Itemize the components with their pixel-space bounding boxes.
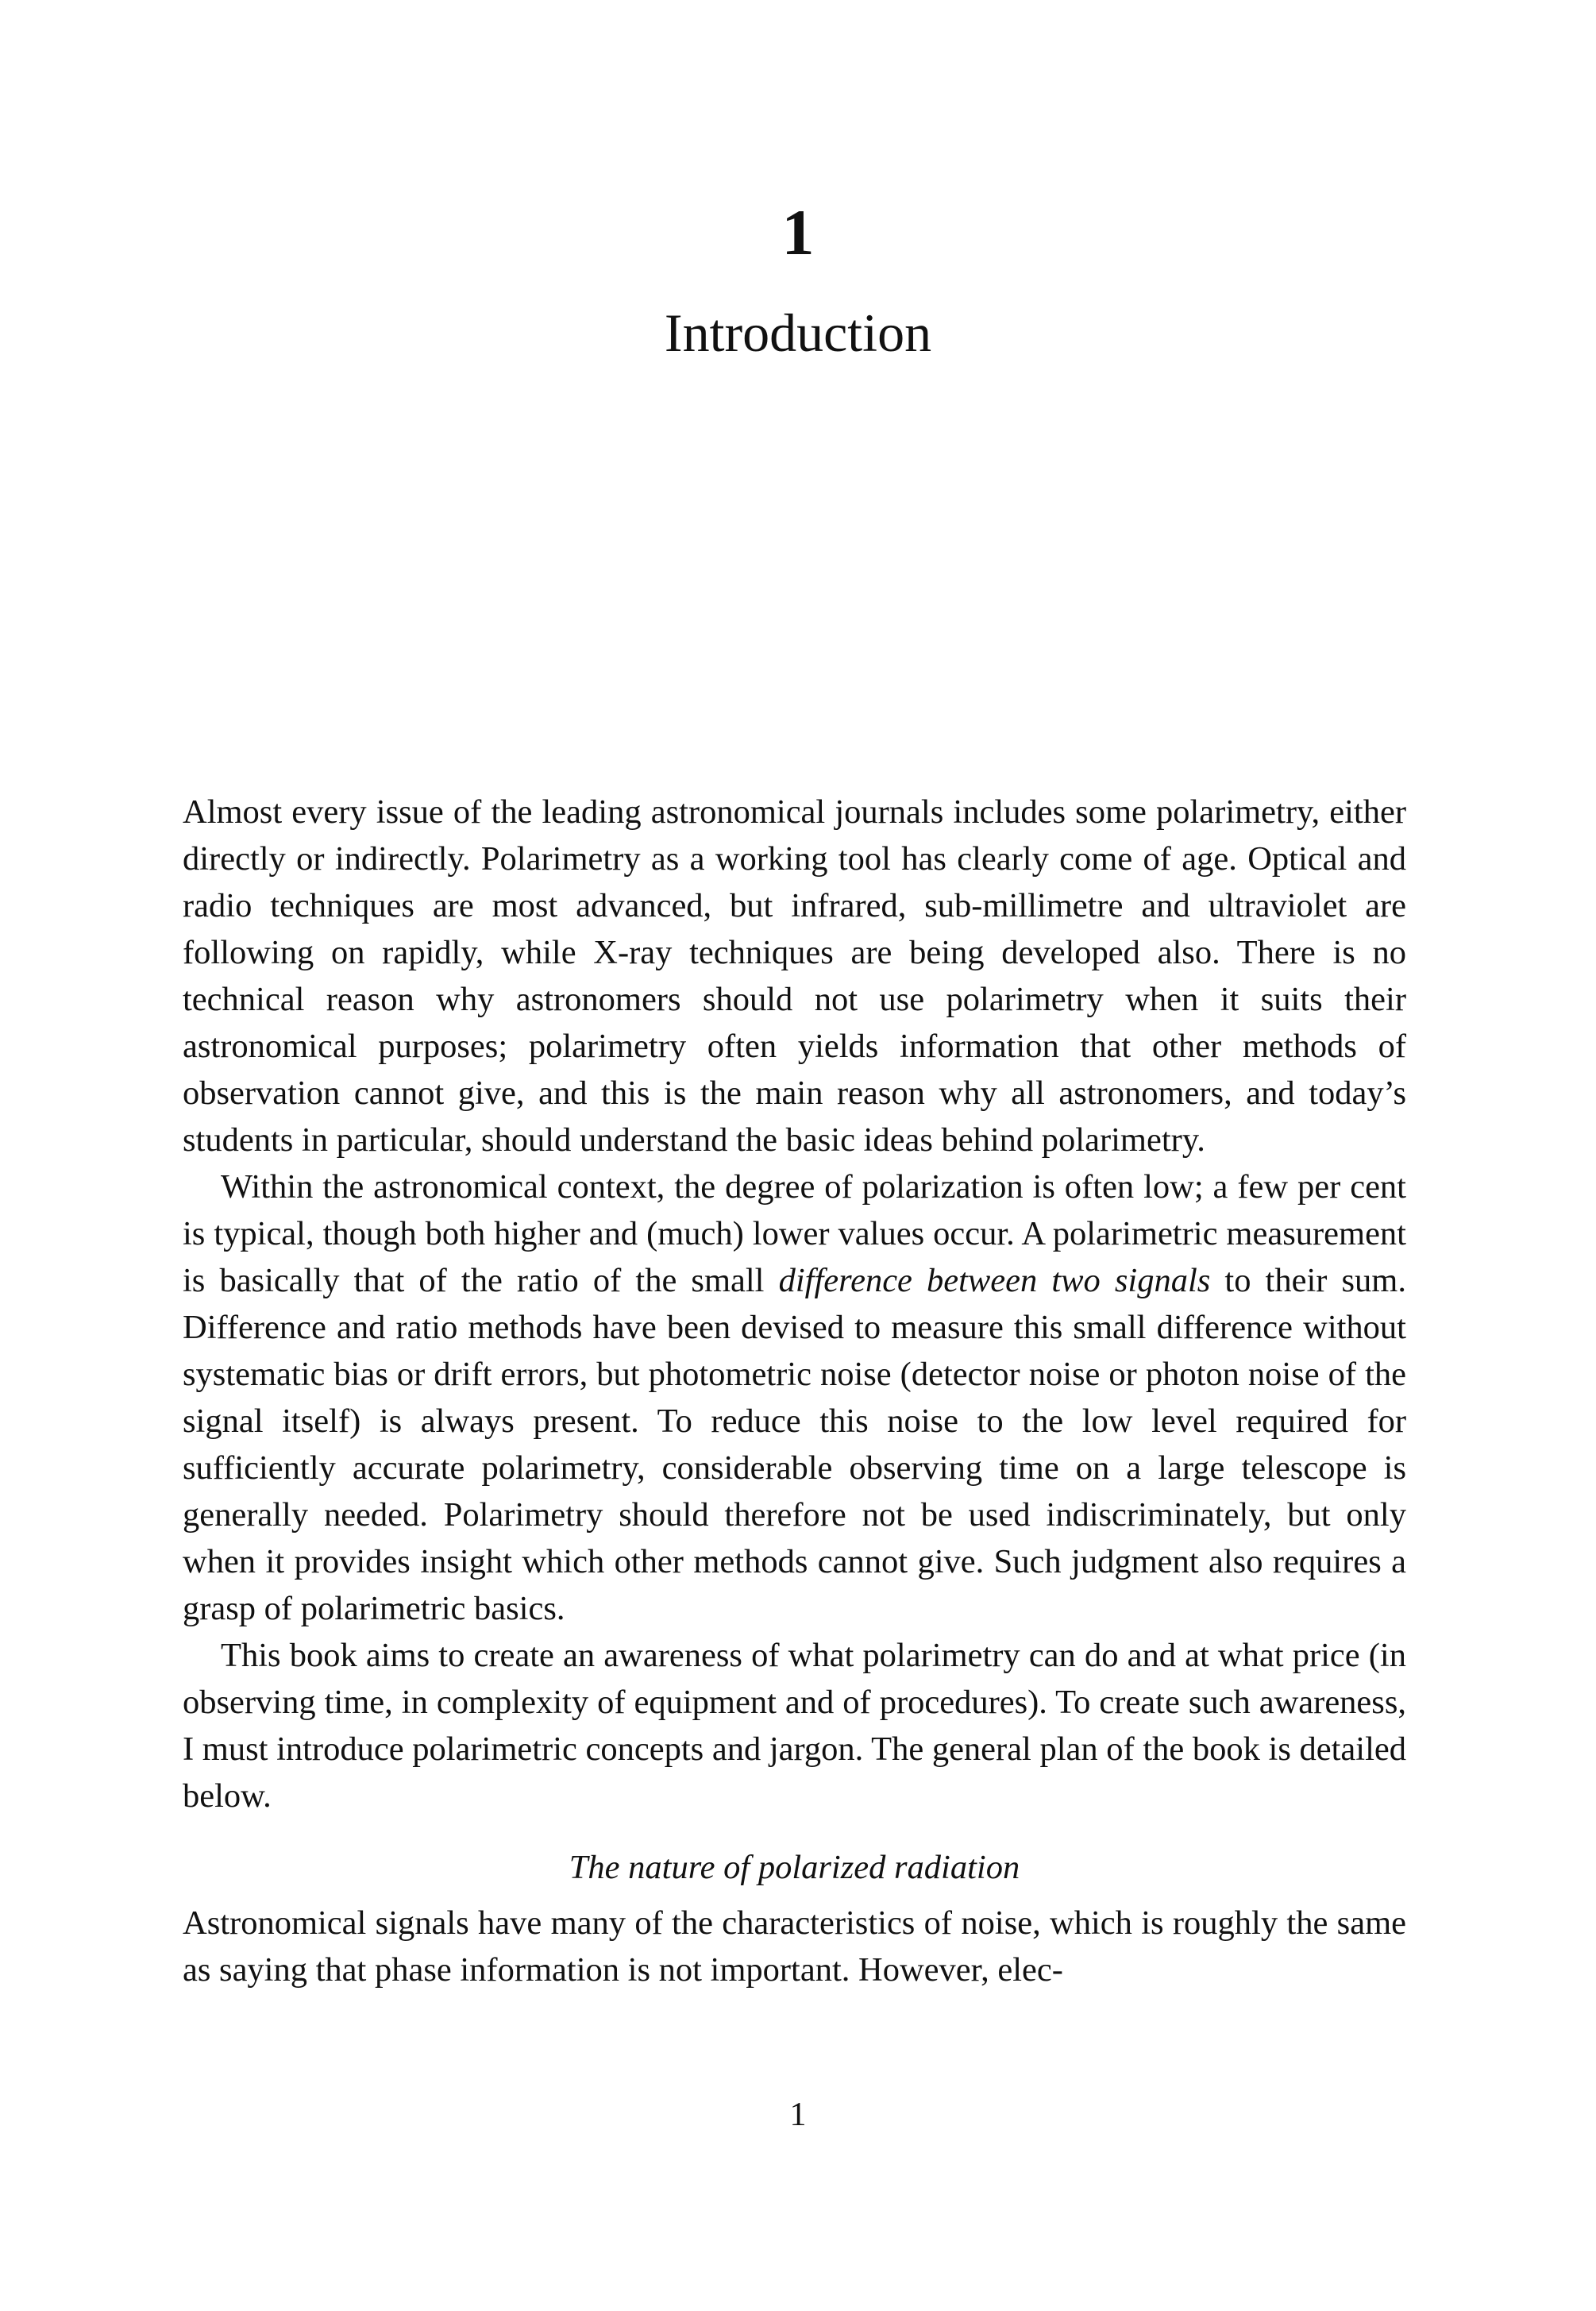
paragraph-2-start: Within the astronomical context, the degree of polarization is often low; a few per cent is typical, though both higher and (much) lower values occur. A polarimetric measurement is basically that of the ratio of the small [183, 1168, 1406, 1299]
body-text [183, 789, 1406, 1993]
paragraph-2-end: to their sum. Difference and ratio methods have been devised to measure this small difference without systematic bias or drift errors, but photometric noise (detector noise or photon noise of the signal itself) is always present. To reduce this noise to the low level required for sufficiently accurate polarimetry, considerable observing time on a large telescope is generally needed. Polarimetry should therefore not be used indiscriminately, but only when it provides insight which other methods cannot give. Such judgment also requires a grasp of polarimetric basics. [183, 1262, 1406, 1627]
paragraph-3: This book aims to create an awareness of what polarimetry can do and at what price (in observing time, in complexity of equipment and of procedures). To create such awareness, I must introduce polarimetric concepts and jargon. The general plan of the book is detailed below. [183, 1637, 1406, 1815]
paragraph-4: Astronomical signals have many of the characteristics of noise, which is roughly the same as saying that phase information is not important. However, elec- [183, 1904, 1406, 1989]
page-number: 1 [789, 2097, 807, 2133]
chapter-number: 1 [781, 196, 815, 268]
section-heading: The nature of polarized radiation [569, 1849, 1020, 1886]
chapter-title: Introduction [664, 303, 932, 363]
paragraph-1: Almost every issue of the leading astronomical journals includes some polarimetry, either directly or indirectly. Polarimetry as a working tool has clearly come of age. Optical and radio techniques are most advanced, but infrared, sub-millimetre and ultraviolet are following on rapidly, while X-ray techniques are being developed also. There is no technical reason why astronomers should not use polarimetry when it suits their astronomical purposes; polarimetry often yields information that other methods of observation cannot give, and this is the main reason why all astronomers, and today’s students in particular, should understand the basic ideas behind polarimetry. [183, 793, 1406, 1159]
paragraph-2-emphasis: difference between two signals [778, 1262, 1211, 1299]
paragraph-2 [183, 1163, 1406, 1632]
